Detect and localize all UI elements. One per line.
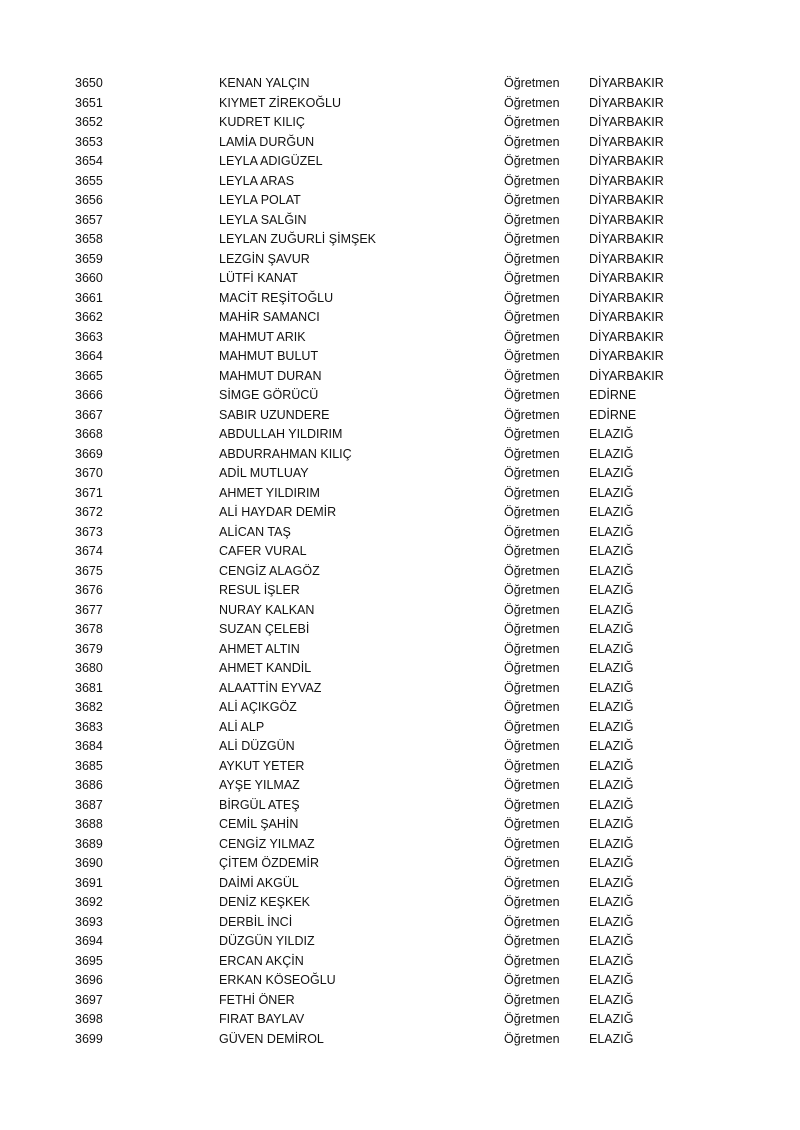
city-name: DİYARBAKIR bbox=[589, 368, 664, 383]
person-name: KIYMET ZİREKOĞLU bbox=[219, 95, 342, 110]
row-number: 3697 bbox=[75, 992, 103, 1007]
row-number: 3669 bbox=[75, 446, 103, 461]
table-row bbox=[0, 464, 800, 484]
row-number: 3670 bbox=[75, 466, 103, 480]
row-number: 3659 bbox=[75, 251, 103, 266]
job-title: Öğretmen bbox=[504, 407, 560, 422]
person-name: LEZGİN ŞAVUR bbox=[219, 251, 310, 266]
row-number: 3689 bbox=[75, 836, 103, 851]
row-number: 3675 bbox=[75, 563, 103, 578]
job-title: Öğretmen bbox=[504, 524, 560, 539]
job-title: Öğretmen bbox=[504, 427, 560, 441]
city-name: DİYARBAKIR bbox=[589, 95, 664, 110]
row-number: 3694 bbox=[75, 934, 103, 948]
row-number: 3677 bbox=[75, 602, 103, 617]
job-title: Öğretmen bbox=[504, 290, 560, 305]
city-name: ELAZIĞ bbox=[589, 583, 634, 597]
person-name: CENGİZ YILMAZ bbox=[219, 836, 315, 851]
person-name: LEYLAN ZUĞURLİ ŞİMŞEK bbox=[219, 232, 376, 246]
person-name: SİMGE GÖRÜCÜ bbox=[219, 388, 319, 402]
city-name: ELAZIĞ bbox=[589, 700, 634, 714]
row-number: 3660 bbox=[75, 271, 103, 285]
table-row bbox=[0, 893, 800, 913]
job-title: Öğretmen bbox=[504, 836, 560, 851]
table-row bbox=[0, 113, 800, 133]
city-name: ELAZIĞ bbox=[589, 680, 634, 695]
person-name: MAHMUT DURAN bbox=[219, 368, 322, 383]
city-name: ELAZIĞ bbox=[589, 739, 634, 753]
job-title: Öğretmen bbox=[504, 466, 560, 480]
city-name: ELAZIĞ bbox=[589, 875, 634, 890]
city-name: DİYARBAKIR bbox=[589, 212, 664, 227]
row-number: 3653 bbox=[75, 134, 103, 149]
job-title: Öğretmen bbox=[504, 895, 560, 909]
job-title: Öğretmen bbox=[504, 875, 560, 890]
table-row bbox=[0, 542, 800, 562]
job-title: Öğretmen bbox=[504, 797, 560, 812]
table-row bbox=[0, 289, 800, 309]
job-title: Öğretmen bbox=[504, 817, 560, 831]
row-number: 3698 bbox=[75, 1012, 103, 1026]
person-name: LAMİA DURĞUN bbox=[219, 134, 315, 149]
job-title: Öğretmen bbox=[504, 641, 560, 656]
person-name: CENGİZ ALAGÖZ bbox=[219, 563, 320, 578]
city-name: ELAZIĞ bbox=[589, 895, 634, 909]
city-name: ELAZIĞ bbox=[589, 719, 634, 734]
table-row bbox=[0, 406, 800, 426]
city-name: ELAZIĞ bbox=[589, 758, 634, 773]
row-number: 3655 bbox=[75, 173, 103, 188]
job-title: Öğretmen bbox=[504, 544, 560, 558]
table-row bbox=[0, 874, 800, 894]
table-row bbox=[0, 503, 800, 523]
city-name: DİYARBAKIR bbox=[589, 193, 664, 207]
person-name: BİRGÜL ATEŞ bbox=[219, 797, 300, 812]
person-name: AYKUT YETER bbox=[219, 758, 305, 773]
row-number: 3657 bbox=[75, 212, 103, 227]
person-name: DAİMİ AKGÜL bbox=[219, 875, 299, 890]
table-row bbox=[0, 659, 800, 679]
row-number: 3681 bbox=[75, 680, 103, 695]
row-number: 3687 bbox=[75, 797, 103, 812]
job-title: Öğretmen bbox=[504, 368, 560, 383]
person-name: MAHMUT BULUT bbox=[219, 349, 319, 363]
job-title: Öğretmen bbox=[504, 310, 560, 324]
person-name: ALİ AÇIKGÖZ bbox=[219, 700, 297, 714]
job-title: Öğretmen bbox=[504, 1012, 560, 1026]
row-number: 3667 bbox=[75, 407, 103, 422]
person-name: AHMET ALTIN bbox=[219, 641, 300, 656]
row-number: 3690 bbox=[75, 856, 103, 870]
job-title: Öğretmen bbox=[504, 778, 560, 792]
person-name: AYŞE YILMAZ bbox=[219, 778, 300, 792]
person-name: RESUL İŞLER bbox=[219, 583, 300, 597]
person-name: ALİ HAYDAR DEMİR bbox=[219, 505, 337, 519]
city-name: ELAZIĞ bbox=[589, 544, 634, 558]
row-number: 3683 bbox=[75, 719, 103, 734]
table-row bbox=[0, 640, 800, 660]
job-title: Öğretmen bbox=[504, 758, 560, 773]
table-row bbox=[0, 445, 800, 465]
row-number: 3671 bbox=[75, 485, 103, 500]
row-number: 3663 bbox=[75, 329, 103, 344]
table-row bbox=[0, 952, 800, 972]
job-title: Öğretmen bbox=[504, 700, 560, 714]
row-number: 3685 bbox=[75, 758, 103, 773]
job-title: Öğretmen bbox=[504, 563, 560, 578]
person-name: MAHMUT ARIK bbox=[219, 329, 306, 344]
table-row bbox=[0, 191, 800, 211]
table-row bbox=[0, 776, 800, 796]
person-name: MAHİR SAMANCI bbox=[219, 310, 320, 324]
city-name: DİYARBAKIR bbox=[589, 76, 664, 90]
row-number: 3680 bbox=[75, 661, 103, 675]
city-name: DİYARBAKIR bbox=[589, 329, 664, 344]
person-name: FETHİ ÖNER bbox=[219, 992, 295, 1007]
person-name: CEMİL ŞAHİN bbox=[219, 817, 299, 831]
city-name: ELAZIĞ bbox=[589, 856, 634, 870]
row-number: 3688 bbox=[75, 817, 103, 831]
table-row bbox=[0, 601, 800, 621]
job-title: Öğretmen bbox=[504, 505, 560, 519]
row-number: 3673 bbox=[75, 524, 103, 539]
city-name: ELAZIĞ bbox=[589, 778, 634, 792]
table-row bbox=[0, 718, 800, 738]
row-number: 3682 bbox=[75, 700, 103, 714]
table-row bbox=[0, 815, 800, 835]
city-name: ELAZIĞ bbox=[589, 797, 634, 812]
table-row bbox=[0, 328, 800, 348]
job-title: Öğretmen bbox=[504, 973, 560, 987]
job-title: Öğretmen bbox=[504, 95, 560, 110]
city-name: ELAZIĞ bbox=[589, 934, 634, 948]
person-name: ALİ ALP bbox=[219, 719, 265, 734]
table-row bbox=[0, 308, 800, 328]
city-name: ELAZIĞ bbox=[589, 992, 634, 1007]
city-name: ELAZIĞ bbox=[589, 1012, 634, 1026]
row-number: 3652 bbox=[75, 115, 103, 129]
row-number: 3696 bbox=[75, 973, 103, 987]
city-name: EDİRNE bbox=[589, 388, 637, 402]
row-number: 3661 bbox=[75, 290, 103, 305]
table-row bbox=[0, 581, 800, 601]
row-number: 3656 bbox=[75, 193, 103, 207]
row-number: 3664 bbox=[75, 349, 103, 363]
person-name: ADİL MUTLUAY bbox=[219, 466, 309, 480]
person-name: ALİ DÜZGÜN bbox=[219, 739, 295, 753]
table-row bbox=[0, 367, 800, 387]
table-row bbox=[0, 835, 800, 855]
person-name: FIRAT BAYLAV bbox=[219, 1012, 305, 1026]
person-name: ALİCAN TAŞ bbox=[219, 524, 291, 539]
row-number: 3699 bbox=[75, 1031, 103, 1046]
job-title: Öğretmen bbox=[504, 115, 560, 129]
city-name: ELAZIĞ bbox=[589, 1031, 634, 1046]
job-title: Öğretmen bbox=[504, 329, 560, 344]
job-title: Öğretmen bbox=[504, 134, 560, 149]
job-title: Öğretmen bbox=[504, 992, 560, 1007]
job-title: Öğretmen bbox=[504, 622, 560, 636]
person-name: ALAATTİN EYVAZ bbox=[219, 680, 322, 695]
person-name: DENİZ KEŞKEK bbox=[219, 895, 310, 909]
table-row bbox=[0, 737, 800, 757]
table-row bbox=[0, 250, 800, 270]
table-row bbox=[0, 620, 800, 640]
row-number: 3662 bbox=[75, 310, 103, 324]
job-title: Öğretmen bbox=[504, 154, 560, 168]
city-name: ELAZIĞ bbox=[589, 427, 634, 441]
row-number: 3679 bbox=[75, 641, 103, 656]
table-row bbox=[0, 484, 800, 504]
city-name: EDİRNE bbox=[589, 407, 637, 422]
city-name: DİYARBAKIR bbox=[589, 290, 664, 305]
row-number: 3658 bbox=[75, 232, 103, 246]
city-name: ELAZIĞ bbox=[589, 661, 634, 675]
job-title: Öğretmen bbox=[504, 271, 560, 285]
table-row bbox=[0, 971, 800, 991]
city-name: DİYARBAKIR bbox=[589, 115, 664, 129]
city-name: ELAZIĞ bbox=[589, 446, 634, 461]
person-name: LEYLA ARAS bbox=[219, 173, 295, 188]
job-title: Öğretmen bbox=[504, 953, 560, 968]
city-name: DİYARBAKIR bbox=[589, 310, 664, 324]
table-row bbox=[0, 698, 800, 718]
job-title: Öğretmen bbox=[504, 251, 560, 266]
job-title: Öğretmen bbox=[504, 212, 560, 227]
row-number: 3678 bbox=[75, 622, 103, 636]
row-number: 3691 bbox=[75, 875, 103, 890]
row-number: 3674 bbox=[75, 544, 103, 558]
table-row bbox=[0, 991, 800, 1011]
person-name: MACİT REŞİTOĞLU bbox=[219, 290, 334, 305]
table-row bbox=[0, 523, 800, 543]
table-row bbox=[0, 152, 800, 172]
city-name: ELAZIĞ bbox=[589, 466, 634, 480]
person-name: ÇİTEM ÖZDEMİR bbox=[219, 856, 319, 870]
city-name: ELAZIĞ bbox=[589, 485, 634, 500]
row-number: 3676 bbox=[75, 583, 103, 597]
city-name: ELAZIĞ bbox=[589, 563, 634, 578]
row-number: 3650 bbox=[75, 76, 103, 90]
table-row bbox=[0, 1030, 800, 1050]
table-row bbox=[0, 386, 800, 406]
row-number: 3693 bbox=[75, 914, 103, 929]
table-row bbox=[0, 172, 800, 192]
city-name: ELAZIĞ bbox=[589, 836, 634, 851]
job-title: Öğretmen bbox=[504, 388, 560, 402]
person-name: SUZAN ÇELEBİ bbox=[219, 622, 310, 636]
person-name: SABIR UZUNDERE bbox=[219, 407, 330, 422]
job-title: Öğretmen bbox=[504, 661, 560, 675]
row-number: 3668 bbox=[75, 427, 103, 441]
city-name: DİYARBAKIR bbox=[589, 349, 664, 363]
job-title: Öğretmen bbox=[504, 485, 560, 500]
city-name: ELAZIĞ bbox=[589, 641, 634, 656]
city-name: ELAZIĞ bbox=[589, 973, 634, 987]
job-title: Öğretmen bbox=[504, 602, 560, 617]
person-name: LEYLA SALĞIN bbox=[219, 212, 307, 227]
city-name: ELAZIĞ bbox=[589, 505, 634, 519]
table-row bbox=[0, 913, 800, 933]
row-number: 3686 bbox=[75, 778, 103, 792]
table-row bbox=[0, 347, 800, 367]
table-row bbox=[0, 133, 800, 153]
person-name: GÜVEN DEMİROL bbox=[219, 1031, 324, 1046]
job-title: Öğretmen bbox=[504, 173, 560, 188]
table-row bbox=[0, 679, 800, 699]
job-title: Öğretmen bbox=[504, 680, 560, 695]
job-title: Öğretmen bbox=[504, 232, 560, 246]
city-name: ELAZIĞ bbox=[589, 602, 634, 617]
row-number: 3692 bbox=[75, 895, 103, 909]
person-name: NURAY KALKAN bbox=[219, 602, 315, 617]
table-row bbox=[0, 425, 800, 445]
table-row bbox=[0, 562, 800, 582]
table-row bbox=[0, 74, 800, 94]
person-name: ABDULLAH YILDIRIM bbox=[219, 427, 343, 441]
job-title: Öğretmen bbox=[504, 583, 560, 597]
job-title: Öğretmen bbox=[504, 739, 560, 753]
city-name: DİYARBAKIR bbox=[589, 251, 664, 266]
job-title: Öğretmen bbox=[504, 914, 560, 929]
table-row bbox=[0, 211, 800, 231]
row-number: 3684 bbox=[75, 739, 103, 753]
city-name: ELAZIĞ bbox=[589, 622, 634, 636]
city-name: DİYARBAKIR bbox=[589, 134, 664, 149]
job-title: Öğretmen bbox=[504, 934, 560, 948]
city-name: DİYARBAKIR bbox=[589, 173, 664, 188]
row-number: 3665 bbox=[75, 368, 103, 383]
personnel-table bbox=[0, 74, 800, 1049]
person-name: CAFER VURAL bbox=[219, 544, 307, 558]
person-name: LEYLA POLAT bbox=[219, 193, 301, 207]
table-row bbox=[0, 94, 800, 114]
person-name: DÜZGÜN YILDIZ bbox=[219, 934, 315, 948]
city-name: DİYARBAKIR bbox=[589, 232, 664, 246]
city-name: DİYARBAKIR bbox=[589, 154, 664, 168]
row-number: 3672 bbox=[75, 505, 103, 519]
city-name: ELAZIĞ bbox=[589, 524, 634, 539]
job-title: Öğretmen bbox=[504, 349, 560, 363]
row-number: 3695 bbox=[75, 953, 103, 968]
person-name: ABDURRAHMAN KILIÇ bbox=[219, 446, 352, 461]
job-title: Öğretmen bbox=[504, 856, 560, 870]
table-row bbox=[0, 230, 800, 250]
city-name: DİYARBAKIR bbox=[589, 271, 664, 285]
table-row bbox=[0, 796, 800, 816]
job-title: Öğretmen bbox=[504, 1031, 560, 1046]
table-row bbox=[0, 757, 800, 777]
city-name: ELAZIĞ bbox=[589, 914, 634, 929]
city-name: ELAZIĞ bbox=[589, 953, 634, 968]
person-name: ERCAN AKÇİN bbox=[219, 953, 304, 968]
person-name: KUDRET KILIÇ bbox=[219, 115, 305, 129]
person-name: AHMET KANDİL bbox=[219, 661, 312, 675]
person-name: KENAN YALÇIN bbox=[219, 76, 310, 90]
table-row bbox=[0, 854, 800, 874]
person-name: AHMET YILDIRIM bbox=[219, 485, 320, 500]
job-title: Öğretmen bbox=[504, 76, 560, 90]
person-name: DERBİL İNCİ bbox=[219, 914, 293, 929]
person-name: LEYLA ADIGÜZEL bbox=[219, 154, 323, 168]
city-name: ELAZIĞ bbox=[589, 817, 634, 831]
row-number: 3666 bbox=[75, 388, 103, 402]
person-name: ERKAN KÖSEOĞLU bbox=[219, 973, 336, 987]
job-title: Öğretmen bbox=[504, 446, 560, 461]
table-row bbox=[0, 932, 800, 952]
person-name: LÜTFİ KANAT bbox=[219, 271, 298, 285]
table-row bbox=[0, 1010, 800, 1030]
job-title: Öğretmen bbox=[504, 719, 560, 734]
job-title: Öğretmen bbox=[504, 193, 560, 207]
row-number: 3654 bbox=[75, 154, 103, 168]
row-number: 3651 bbox=[75, 95, 103, 110]
table-row bbox=[0, 269, 800, 289]
